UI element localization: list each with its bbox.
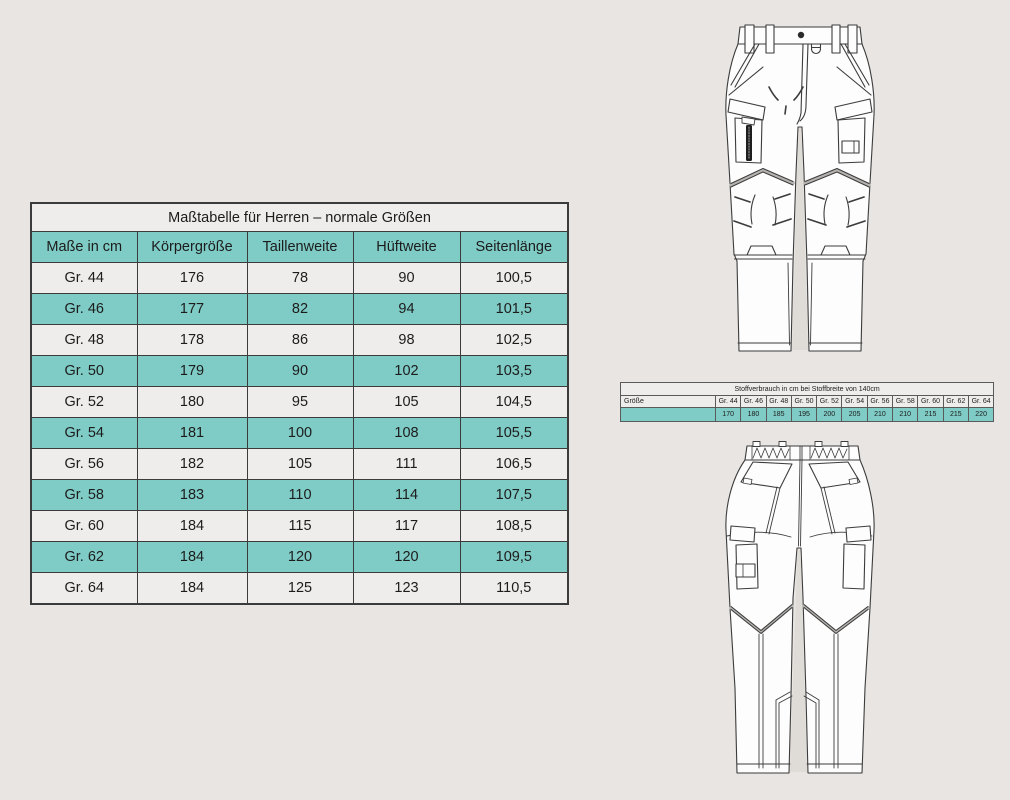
measurement-value: 100,5 bbox=[460, 263, 568, 294]
pants-front-drawing bbox=[705, 13, 895, 375]
fabric-consumption-value: 170 bbox=[716, 408, 741, 422]
measurement-value: 104,5 bbox=[460, 387, 568, 418]
measurement-value: 184 bbox=[137, 573, 247, 605]
fabric-table-body bbox=[621, 383, 994, 422]
measurement-value: 101,5 bbox=[460, 294, 568, 325]
size-label: Gr. 52 bbox=[31, 387, 137, 418]
size-label: Gr. 54 bbox=[31, 418, 137, 449]
measurement-value: 184 bbox=[137, 511, 247, 542]
measurement-value: 108,5 bbox=[460, 511, 568, 542]
measurement-value: 100 bbox=[247, 418, 353, 449]
fabric-size-header: Gr. 50 bbox=[791, 396, 816, 408]
size-table-header-row bbox=[31, 232, 568, 263]
measurement-value: 115 bbox=[247, 511, 353, 542]
size-table-row bbox=[31, 542, 568, 573]
measurement-value: 183 bbox=[137, 480, 247, 511]
column-header: Körpergröße bbox=[137, 232, 247, 263]
size-label: Gr. 56 bbox=[31, 449, 137, 480]
measurement-value: 117 bbox=[353, 511, 460, 542]
size-table-row bbox=[31, 263, 568, 294]
measurement-value: 111 bbox=[353, 449, 460, 480]
fabric-consumption-value: 205 bbox=[842, 408, 867, 422]
column-header: Maße in cm bbox=[31, 232, 137, 263]
measurement-value: 114 bbox=[353, 480, 460, 511]
fabric-size-header: Gr. 44 bbox=[716, 396, 741, 408]
measurement-value: 94 bbox=[353, 294, 460, 325]
measurement-value: 78 bbox=[247, 263, 353, 294]
size-table-row bbox=[31, 449, 568, 480]
pants-back-drawing bbox=[705, 438, 895, 796]
measurement-value: 106,5 bbox=[460, 449, 568, 480]
measurement-value: 177 bbox=[137, 294, 247, 325]
measurement-value: 90 bbox=[353, 263, 460, 294]
fabric-size-header: Gr. 48 bbox=[766, 396, 791, 408]
measurement-value: 125 bbox=[247, 573, 353, 605]
waist-button bbox=[798, 32, 804, 38]
size-table-title-row bbox=[31, 203, 568, 232]
measurement-value: 179 bbox=[137, 356, 247, 387]
fabric-size-header: Gr. 54 bbox=[842, 396, 867, 408]
column-header: Taillenweite bbox=[247, 232, 353, 263]
fabric-table-title: Stoffverbrauch in cm bei Stoffbreite von 140cm bbox=[621, 383, 994, 396]
measurement-value: 181 bbox=[137, 418, 247, 449]
measurement-value: 102 bbox=[353, 356, 460, 387]
fabric-consumption-value: 200 bbox=[817, 408, 842, 422]
measurement-value: 107,5 bbox=[460, 480, 568, 511]
size-table-body bbox=[31, 203, 568, 604]
measurement-value: 105,5 bbox=[460, 418, 568, 449]
measurement-value: 108 bbox=[353, 418, 460, 449]
fabric-consumption-value: 220 bbox=[968, 408, 993, 422]
fabric-size-header: Gr. 60 bbox=[918, 396, 943, 408]
fabric-consumption-value: 215 bbox=[943, 408, 968, 422]
measurement-value: 105 bbox=[247, 449, 353, 480]
size-table-row bbox=[31, 573, 568, 605]
measurement-value: 98 bbox=[353, 325, 460, 356]
size-label: Gr. 58 bbox=[31, 480, 137, 511]
size-label: Gr. 44 bbox=[31, 263, 137, 294]
size-table-row bbox=[31, 356, 568, 387]
measurement-value: 182 bbox=[137, 449, 247, 480]
size-table-row bbox=[31, 325, 568, 356]
fabric-empty-cell bbox=[621, 408, 716, 422]
measurement-value: 90 bbox=[247, 356, 353, 387]
fabric-header-row bbox=[621, 396, 994, 408]
size-label: Gr. 46 bbox=[31, 294, 137, 325]
fabric-consumption-table bbox=[620, 382, 994, 422]
measurement-value: 184 bbox=[137, 542, 247, 573]
measurement-value: 120 bbox=[247, 542, 353, 573]
fabric-consumption-value: 215 bbox=[918, 408, 943, 422]
fabric-row-label: Größe bbox=[621, 396, 716, 408]
fabric-size-header: Gr. 46 bbox=[741, 396, 766, 408]
fabric-size-header: Gr. 64 bbox=[968, 396, 993, 408]
size-label: Gr. 64 bbox=[31, 573, 137, 605]
size-table-row bbox=[31, 418, 568, 449]
column-header: Hüftweite bbox=[353, 232, 460, 263]
size-label: Gr. 60 bbox=[31, 511, 137, 542]
size-table-row bbox=[31, 387, 568, 418]
fabric-size-header: Gr. 52 bbox=[817, 396, 842, 408]
measurement-value: 103,5 bbox=[460, 356, 568, 387]
fabric-consumption-value: 210 bbox=[867, 408, 892, 422]
measurement-value: 123 bbox=[353, 573, 460, 605]
fabric-size-header: Gr. 58 bbox=[893, 396, 918, 408]
measurement-value: 105 bbox=[353, 387, 460, 418]
fabric-consumption-value: 210 bbox=[893, 408, 918, 422]
measurement-value: 86 bbox=[247, 325, 353, 356]
measurement-value: 110 bbox=[247, 480, 353, 511]
size-table-row bbox=[31, 511, 568, 542]
measurement-value: 176 bbox=[137, 263, 247, 294]
measurement-value: 180 bbox=[137, 387, 247, 418]
fabric-table-title-row bbox=[621, 383, 994, 396]
measurement-value: 109,5 bbox=[460, 542, 568, 573]
size-table-row bbox=[31, 294, 568, 325]
measurement-value: 82 bbox=[247, 294, 353, 325]
size-table bbox=[30, 202, 569, 605]
measurement-value: 102,5 bbox=[460, 325, 568, 356]
fabric-consumption-value: 195 bbox=[791, 408, 816, 422]
measurement-value: 95 bbox=[247, 387, 353, 418]
fabric-size-header: Gr. 62 bbox=[943, 396, 968, 408]
fabric-value-row bbox=[621, 408, 994, 422]
size-table-row bbox=[31, 480, 568, 511]
column-header: Seitenlänge bbox=[460, 232, 568, 263]
measurement-value: 110,5 bbox=[460, 573, 568, 605]
fabric-consumption-value: 185 bbox=[766, 408, 791, 422]
fabric-consumption-value: 180 bbox=[741, 408, 766, 422]
size-table-title: Maßtabelle für Herren – normale Größen bbox=[31, 203, 568, 232]
measurement-value: 120 bbox=[353, 542, 460, 573]
measurement-value: 178 bbox=[137, 325, 247, 356]
size-label: Gr. 48 bbox=[31, 325, 137, 356]
size-label: Gr. 50 bbox=[31, 356, 137, 387]
fabric-size-header: Gr. 56 bbox=[867, 396, 892, 408]
size-label: Gr. 62 bbox=[31, 542, 137, 573]
